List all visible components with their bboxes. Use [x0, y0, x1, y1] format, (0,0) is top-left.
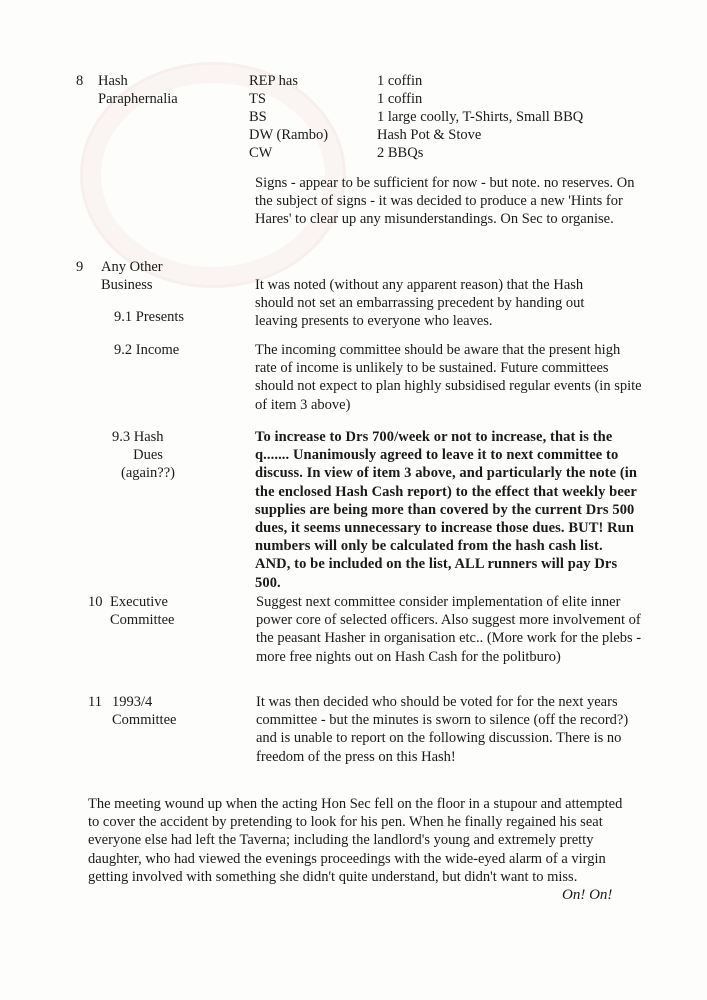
item-8-title-line1: Hash — [98, 73, 128, 89]
item-9-general-text: It was noted (without any apparent reason) that the Hash should not set an embarrassing precedent by handing out leaving presents to everyone who leaves. — [255, 277, 585, 330]
item-8-items-0: 1 coffin — [377, 73, 423, 89]
item-10-text: Suggest next committee consider implementation of elite inner power core of selected officers. Also suggest more involvement of the peasant Hasher in organisation etc.. (More work for the plebs - more free nights out on Hash Cash for the politburo) — [256, 594, 642, 665]
item-11-title-line2: Committee — [112, 712, 177, 728]
item-9-3-text: To increase to Drs 700/week or not to increase, that is the q....... Unanimously agreed to leave it to next committee to discuss. In view of item 3 above, and particularly the note (in the enclosed Hash Cash report) to the effect that weekly beer supplies are being more than covered by the current Drs 500 dues, it seems unnecessary to increase those dues. BUT! Run numbers will only be calculated from the hash cash list. AND, to be included on the list, ALL runners will pay Drs 500. — [255, 429, 638, 591]
item-8-holder-2: BS — [249, 109, 267, 125]
item-8-holder-0: REP has — [249, 73, 299, 89]
item-9-3-label-line3: (again??) — [121, 465, 175, 481]
item-8-title-line2: Paraphernalia — [98, 91, 178, 107]
item-9-title-line2: Business — [101, 277, 153, 293]
closing-paragraph: The meeting wound up when the acting Hon Sec fell on the floor in a stupour and attempted to cover the accident by pretending to look for his pen. When he finally regained his seat everyone else had left the Taverna; including the landlord's young and extremely pretty daughter, who had viewed the evenings proceedings with the wide-eyed alarm of a virgin getting involved with something she didn't quite understand, but didn't want to miss. — [88, 796, 623, 885]
item-10-number: 10 — [88, 594, 103, 610]
item-11-number: 11 — [88, 694, 102, 710]
item-11-title-line1: 1993/4 — [112, 694, 153, 710]
item-8-number: 8 — [76, 73, 84, 89]
item-8-holder-4: CW — [249, 145, 273, 161]
item-9-1-label: 9.1 Presents — [114, 309, 185, 325]
item-9-3-label-line2: Dues — [133, 447, 163, 463]
item-8-signs-text: Signs - appear to be sufficient for now - but note. no reserves. On the subject of signs - it was decided to produce a new 'Hints for Hares' to clear up any misunderstandings. On Sec to organise. — [255, 175, 635, 228]
item-9-title-line1: Any Other — [101, 259, 163, 275]
item-8-items-3: Hash Pot & Stove — [377, 127, 482, 143]
item-9-3-label-line1: 9.3 Hash — [112, 429, 164, 445]
item-9-2-text: The incoming committee should be aware that the present high rate of income is unlikely to be sustained. Future committees should not expect to plan highly subsidised regular events (in spite of item 3 above) — [255, 342, 642, 413]
item-10-title-line2: Committee — [110, 612, 175, 628]
item-8-holder-3: DW (Rambo) — [249, 127, 329, 143]
item-8-items-2: 1 large coolly, T-Shirts, Small BBQ — [377, 109, 584, 125]
signoff: On! On! — [562, 887, 613, 903]
item-9-2-label: 9.2 Income — [114, 342, 180, 358]
item-10-title-line1: Executive — [110, 594, 168, 610]
item-8-items-4: 2 BBQs — [377, 145, 424, 161]
item-11-text: It was then decided who should be voted for for the next years committee - but the minutes is sworn to silence (off the record?) and is unable to report on the following discussion. There is no freedom of the press on this Hash! — [256, 694, 629, 765]
item-8-holder-1: TS — [249, 91, 266, 107]
item-9-number: 9 — [76, 259, 84, 275]
item-8-items-1: 1 coffin — [377, 91, 423, 107]
